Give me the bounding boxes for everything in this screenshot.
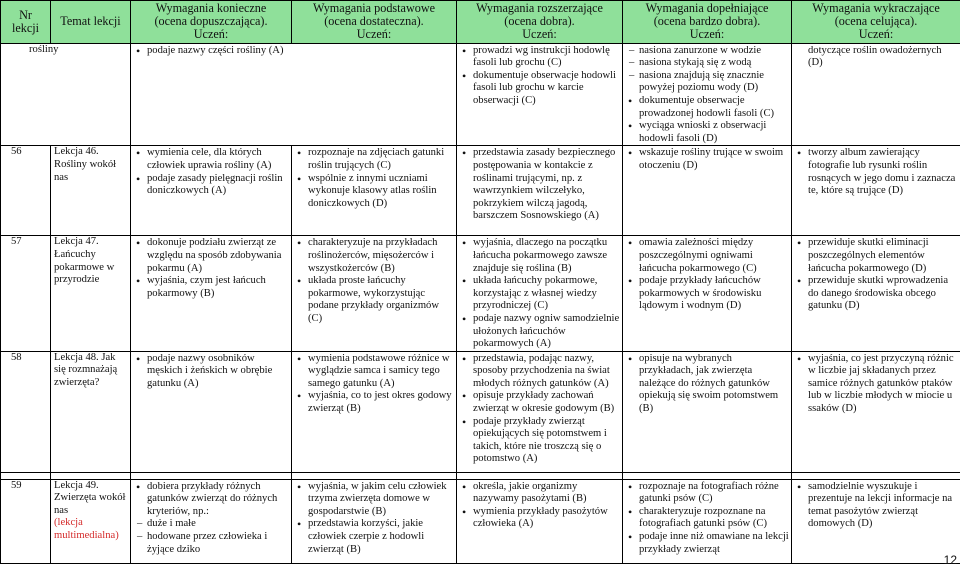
bullet-item: • tworzy album zawierający fotografie lub rysunki roślin rosnących w jego domu i zaznacza te, które są trujące (D)	[795, 147, 958, 197]
lesson-topic: Lekcja 49.	[54, 479, 99, 491]
header-line: Wymagania wykraczające	[812, 1, 940, 15]
req-list	[795, 353, 958, 416]
req-cell	[792, 43, 960, 146]
dash-item: – hodowane przez człowieka i żyjące dziko	[134, 531, 289, 556]
header-line: Wymagania rozszerzające	[476, 1, 603, 15]
bullet-item: • wymienia cele, dla których człowiek uprawia rośliny (A)	[134, 147, 289, 172]
bullet-item: • opisuje przykłady zachowań zwierząt w okresie godowym (B)	[460, 390, 620, 415]
bullet-item: • przewiduje skutki eliminacji poszczególnych elementów łańcucha pokarmowego (D)	[795, 237, 958, 275]
header-cell	[457, 1, 623, 44]
bullet-item: • dokonuje podziału zwierząt ze względu na sposób zdobywania pokarmu (A)	[134, 237, 289, 275]
bullet-item: • wskazuje rośliny trujące w swoim otoczeniu (D)	[626, 147, 789, 172]
req-list	[626, 147, 789, 172]
req-list	[460, 45, 620, 108]
bullet-item: • podaje przykłady łańcuchów pokarmowych w środowisku lądowym i wodnym (D)	[626, 275, 789, 313]
header-line: Wymagania podstawowe	[312, 1, 436, 15]
req-cell	[623, 351, 792, 472]
req-cell	[292, 236, 457, 351]
req-cell	[457, 43, 623, 146]
gap-cell	[131, 472, 292, 479]
header-line: (ocena celująca).	[834, 14, 918, 29]
req-list	[295, 353, 454, 416]
header-cell	[623, 1, 792, 44]
lesson-number: 56	[1, 146, 51, 236]
bullet-item: • wyjaśnia, dlaczego na początku łańcucha pokarmowego zawsze znajduje się roślina (B)	[460, 237, 620, 275]
bullet-item: • wyjaśnia, w jakim celu człowiek trzyma zwierzęta domowe w gospodarstwie (B)	[295, 481, 454, 519]
req-cell	[131, 351, 292, 472]
header-line: Uczeń:	[193, 27, 229, 42]
req-list	[460, 147, 620, 223]
bullet-item: • dokumentuje obserwacje prowadzonej hodowli fasoli (C)	[626, 95, 789, 120]
req-cell	[131, 43, 457, 146]
req-cell	[457, 479, 623, 563]
req-list	[795, 45, 958, 70]
lesson-topic-cell	[51, 146, 131, 236]
bullet-item: • układa proste łańcuchy pokarmowe, wykorzystując podane przykłady organizmów (C)	[295, 275, 454, 325]
table-row	[1, 479, 960, 563]
bullet-item: • dobiera przykłady różnych gatunków zwierząt do różnych kryteriów, np.:	[134, 481, 289, 519]
req-list	[460, 353, 620, 466]
req-cell	[792, 146, 960, 236]
req-list	[795, 237, 958, 313]
bullet-item: • podaje nazwy osobników męskich i żeńskich w obrębie gatunku (A)	[134, 353, 289, 391]
bullet-item: • wyjaśnia, czym jest łańcuch pokarmowy (B)	[134, 275, 289, 300]
header-cell	[292, 1, 457, 44]
lesson-topic-cell	[1, 43, 131, 146]
req-list	[626, 237, 789, 313]
header-line: Temat lekcji	[60, 14, 121, 29]
req-list	[795, 481, 958, 531]
bullet-item: • wyciąga wnioski z obserwacji hodowli fasoli (D)	[626, 120, 789, 145]
req-list	[134, 147, 289, 197]
lesson-topic: Lekcja 48. Jak się rozmnażają zwierzęta?	[54, 351, 118, 388]
header-line: (ocena dostateczna).	[324, 14, 424, 29]
bullet-item: • samodzielnie wyszukuje i prezentuje na lekcji informacje na temat pasożytów zwierząt domowych (D)	[795, 481, 958, 531]
lesson-topic: Lekcja 47.	[54, 236, 99, 248]
bullet-item: • wspólnie z innymi uczniami wykonuje klasowy atlas roślin doniczkowych (D)	[295, 173, 454, 211]
header-line: Wymagania dopełniające	[645, 1, 769, 15]
gap-cell	[792, 472, 960, 479]
lesson-topic: Rośliny wokół nas	[54, 158, 117, 183]
bullet-item: • charakteryzuje na przykładach roślinożerców, mięsożerców i wszystkożerców (B)	[295, 237, 454, 275]
req-list	[134, 45, 454, 58]
bullet-item: • podaje zasady pielęgnacji roślin doniczkowych (A)	[134, 173, 289, 198]
bullet-item: • wymienia podstawowe różnice w wyglądzie samca i samicy tego samego gatunku (A)	[295, 353, 454, 391]
req-cell	[623, 146, 792, 236]
bullet-item: • prowadzi wg instrukcji hodowlę fasoli lub grochu (C)	[460, 45, 620, 70]
gap-cell	[1, 472, 51, 479]
lesson-number: 57	[1, 236, 51, 351]
header-line: (ocena dopuszczająca).	[154, 14, 268, 29]
bullet-item: • charakteryzuje rozpoznane na fotografiach gatunki psów (C)	[626, 506, 789, 531]
page-number: 12	[943, 553, 957, 567]
bullet-item: • wyjaśnia, co jest przyczyną różnic w liczbie jaj składanych przez samice różnych gatunków ptaków lub w liczbie młodych w miocie u ssaków (D)	[795, 353, 958, 416]
req-cell	[792, 351, 960, 472]
lesson-topic-cell	[51, 351, 131, 472]
lesson-topic-cell	[51, 479, 131, 563]
text-item: dotyczące roślin owadożernych (D)	[808, 44, 942, 69]
req-list	[134, 353, 289, 391]
req-cell	[292, 351, 457, 472]
req-cell	[457, 351, 623, 472]
header-cell	[1, 1, 51, 44]
bullet-item: • rozpoznaje na zdjęciach gatunki roślin trujących (C)	[295, 147, 454, 172]
bullet-item: • opisuje na wybranych przykładach, jak zwierzęta należące do różnych gatunków opiekują się swoim potomstwem (B)	[626, 353, 789, 416]
header-line: lekcji	[11, 20, 40, 35]
req-cell	[457, 146, 623, 236]
req-cell	[623, 236, 792, 351]
header-line: (ocena bardzo dobra).	[653, 14, 761, 29]
req-cell	[292, 479, 457, 563]
header-line: Uczeń:	[689, 27, 725, 42]
req-list	[626, 353, 789, 416]
req-list	[460, 481, 620, 531]
lesson-topic-cell	[51, 236, 131, 351]
req-cell	[792, 479, 960, 563]
table-row	[1, 43, 960, 146]
bullet-item: • przedstawia, podając nazwy, sposoby przychodzenia na świat młodych różnych gatunków (A)	[460, 353, 620, 391]
req-list	[795, 147, 958, 197]
lesson-number: 59	[1, 479, 51, 563]
page-gap	[1, 472, 960, 479]
bullet-item: • układa łańcuchy pokarmowe, korzystając z własnej wiedzy przyrodniczej (C)	[460, 275, 620, 313]
gap-cell	[457, 472, 623, 479]
table-row	[1, 351, 960, 472]
bullet-item: • wyjaśnia, co to jest okres godowy zwierząt (B)	[295, 390, 454, 415]
header-line: Uczeń:	[858, 27, 894, 42]
header-line: Uczeń:	[522, 27, 557, 42]
gap-cell	[623, 472, 792, 479]
bullet-item: • podaje nazwy części rośliny (A)	[134, 45, 454, 58]
gap-cell	[51, 472, 131, 479]
header-line: Uczeń:	[356, 27, 392, 42]
bullet-item: • dokumentuje obserwacje hodowli fasoli lub grochu w karcie obserwacji (C)	[460, 70, 620, 108]
dash-item: – nasiona stykają się z wodą	[626, 57, 789, 70]
header-line: Wymagania konieczne	[155, 1, 267, 15]
req-list	[460, 237, 620, 350]
req-cell	[292, 146, 457, 236]
header-row	[1, 1, 960, 44]
req-list	[295, 481, 454, 557]
header-line: Nr	[19, 7, 32, 22]
bullet-item: • przedstawia zasady bezpiecznego postępowania w kontakcie z roślinami trującymi, np. z wawrzynkiem wilczełyko, pokrzykiem wilczą jagodą, barszczem Sosnowskiego (A)	[460, 147, 620, 223]
gap-cell	[292, 472, 457, 479]
req-cell	[623, 479, 792, 563]
lesson-number: 58	[1, 351, 51, 472]
table-row	[1, 146, 960, 236]
lesson-topic: rośliny	[29, 43, 59, 55]
dash-item: – duże i małe	[134, 518, 289, 531]
lesson-topic: Łańcuchy pokarmowe w przyrodzie	[54, 248, 115, 286]
bullet-item: • podaje inne niż omawiane na lekcji przykłady zwierząt	[626, 531, 789, 556]
req-list	[134, 481, 289, 557]
req-list	[295, 147, 454, 210]
bullet-item: • przewiduje skutki wprowadzenia do danego środowiska obcego gatunku (D)	[795, 275, 958, 313]
lesson-topic-note: (lekcja multimedialna)	[54, 517, 119, 542]
req-cell	[131, 146, 292, 236]
dash-item: – nasiona zanurzone w wodzie	[626, 45, 789, 58]
lesson-topic: Lekcja 46.	[54, 146, 99, 158]
req-cell	[457, 236, 623, 351]
bullet-item: • omawia zależności między poszczególnymi ogniwami łańcucha pokarmowego (C)	[626, 237, 789, 275]
bullet-item: • wymienia przykłady pasożytów człowieka (A)	[460, 506, 620, 531]
header-cell	[131, 1, 292, 44]
req-list	[626, 45, 789, 146]
req-list	[626, 481, 789, 557]
req-cell	[792, 236, 960, 351]
lesson-topic: Zwierzęta wokół nas	[54, 492, 126, 516]
bullet-item: • przedstawia korzyści, jakie człowiek czerpie z hodowli zwierząt (B)	[295, 518, 454, 556]
header-cell	[51, 1, 131, 44]
header-cell	[792, 1, 960, 44]
bullet-item: • określa, jakie organizmy nazywamy pasożytami (B)	[460, 481, 620, 506]
req-list	[134, 237, 289, 300]
header-line: (ocena dobra).	[504, 14, 575, 29]
req-list	[295, 237, 454, 325]
dash-item: – nasiona znajdują się znacznie powyżej poziomu wody (D)	[626, 70, 789, 95]
req-cell	[131, 479, 292, 563]
bullet-item: • podaje przykłady zwierząt opiekujących się potomstwem i takich, które nie troszczą się o potomstwo (A)	[460, 416, 620, 466]
bullet-item: • podaje nazwy ogniw samodzielnie ułożonych łańcuchów pokarmowych (A)	[460, 313, 620, 351]
req-cell	[131, 236, 292, 351]
bullet-item: • rozpoznaje na fotografiach różne gatunki psów (C)	[626, 481, 789, 506]
req-cell	[623, 43, 792, 146]
table-row	[1, 236, 960, 351]
